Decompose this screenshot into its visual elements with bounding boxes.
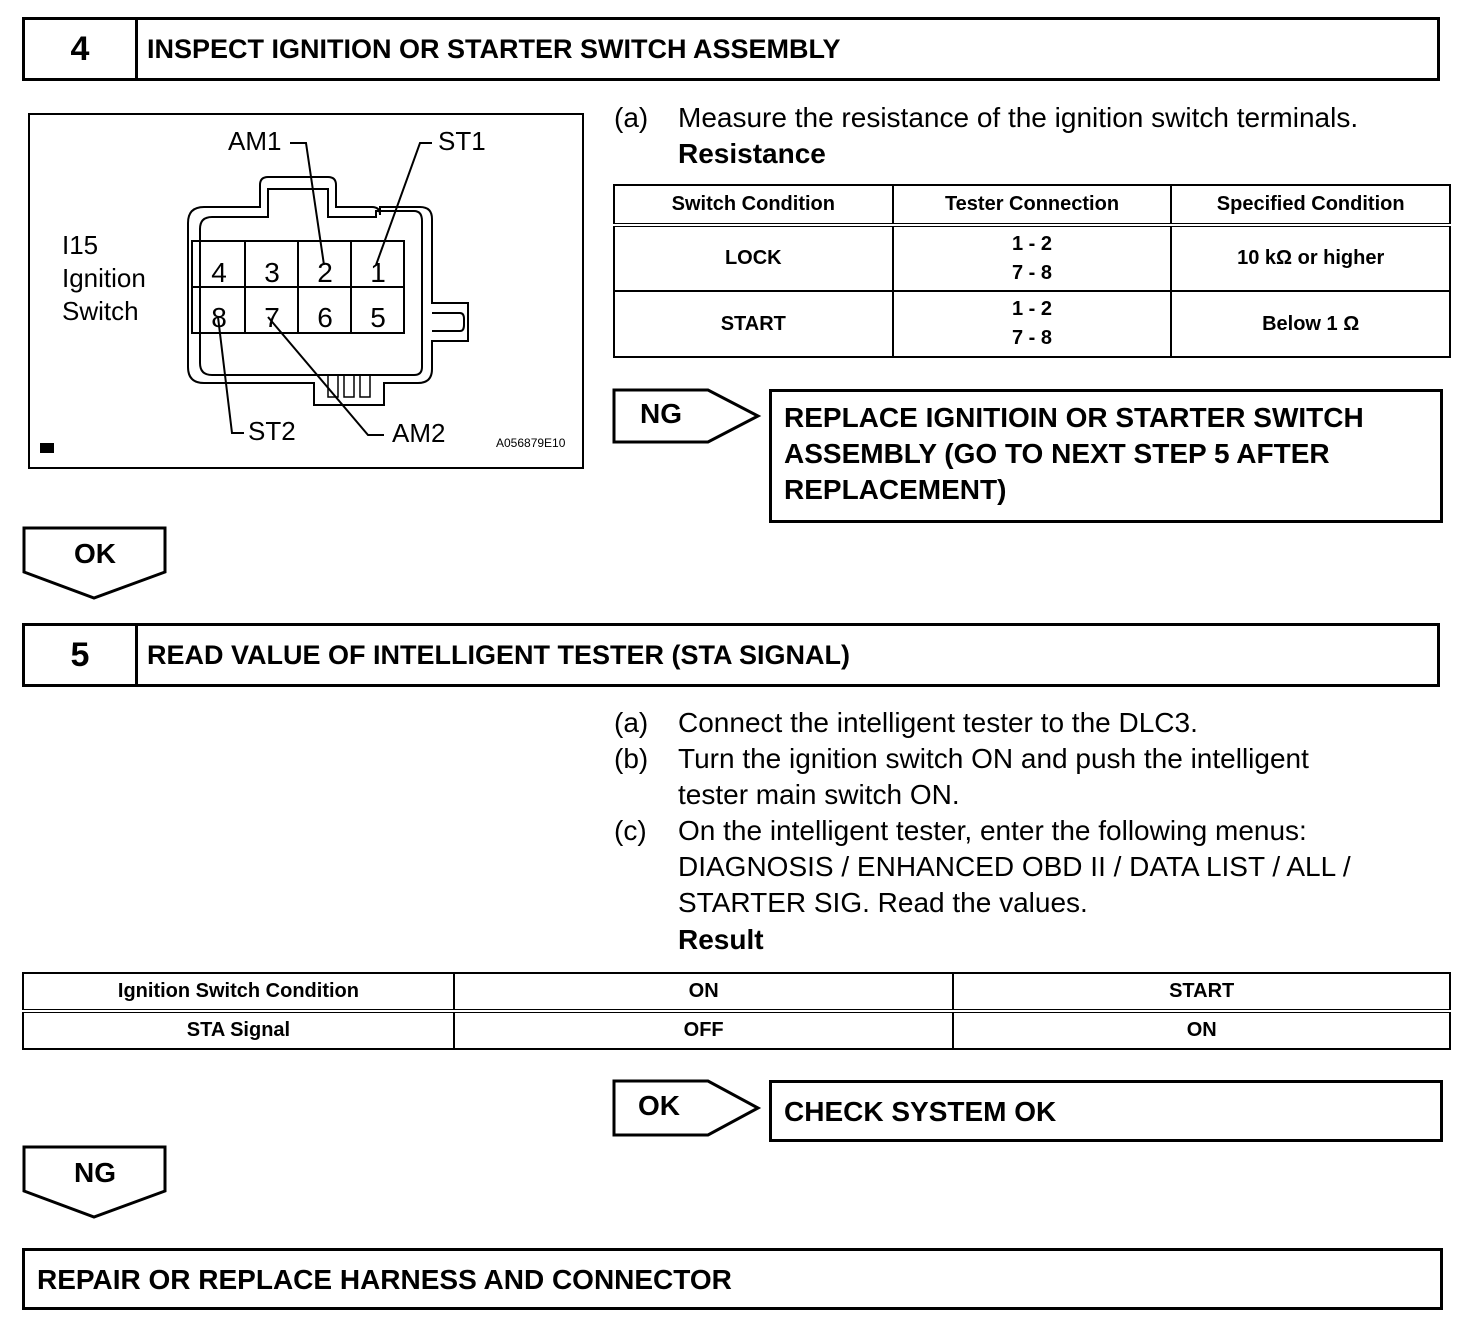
instruction-a-marker: (a) (614, 102, 649, 133)
label-am1: AM1 (228, 126, 282, 156)
row-connection (893, 225, 1172, 291)
row-spec: Below 1 Ω (1171, 291, 1450, 357)
connection-line: 1 - 2 (1011, 232, 1052, 255)
ok-label: OK (74, 538, 116, 569)
ng-result-line: REPLACE IGNITIOIN OR STARTER SWITCH (784, 402, 1364, 433)
step-4-header (22, 17, 1440, 81)
cell: ON (454, 973, 954, 1011)
connector-name-line1: Ignition (62, 263, 146, 293)
cell: ON (953, 1011, 1450, 1049)
instruction-marker: (c) (614, 815, 647, 846)
ok-arrow-icon (612, 1079, 762, 1137)
cell: OFF (454, 1011, 954, 1049)
instruction-line: Turn the ignition switch ON and push the intelligent (678, 743, 1309, 774)
terminal-3: 3 (264, 257, 280, 288)
cell: STA Signal (23, 1011, 454, 1049)
row-condition: LOCK (614, 225, 893, 291)
terminal-5: 5 (370, 302, 386, 333)
figure-code: A056879E10 (496, 436, 566, 450)
terminal-6: 6 (317, 302, 333, 333)
terminal-1: 1 (370, 257, 386, 288)
ng-result-line: ASSEMBLY (GO TO NEXT STEP 5 AFTER (784, 438, 1330, 469)
resistance-table (613, 184, 1451, 358)
row-spec: 10 kΩ or higher (1171, 225, 1450, 291)
instruction-line: DIAGNOSIS / ENHANCED OBD II / DATA LIST / ALL / (678, 851, 1351, 882)
terminal-2: 2 (317, 257, 333, 288)
ng-result-box (769, 389, 1443, 523)
logo-mark-icon (40, 443, 54, 453)
header-switch-condition: Switch Condition (614, 185, 893, 225)
ng-label: NG (74, 1157, 116, 1188)
ok-result-box (769, 1080, 1443, 1142)
row-connection (893, 291, 1172, 357)
table-row (614, 225, 1450, 291)
terminal-4: 4 (211, 257, 227, 288)
step-title: READ VALUE OF INTELLIGENT TESTER (STA SIGNAL) (147, 639, 850, 670)
instruction-line: On the intelligent tester, enter the following menus: (678, 815, 1307, 846)
table-row (23, 973, 1450, 1011)
label-st1: ST1 (438, 126, 486, 156)
connection-line: 1 - 2 (1011, 298, 1052, 320)
header-specified-condition: Specified Condition (1171, 185, 1450, 225)
cell: START (953, 973, 1450, 1011)
instruction-a-text: Measure the resistance of the ignition switch terminals. (678, 102, 1359, 133)
result-heading: Result (678, 924, 764, 955)
terminal-7: 7 (264, 302, 280, 333)
row-condition: START (614, 291, 893, 357)
connector-diagram (28, 113, 584, 469)
instruction-line: tester main switch ON. (678, 779, 960, 810)
connector-name-line2: Switch (62, 296, 139, 326)
table-header-row (614, 185, 1450, 225)
final-action-text: REPAIR OR REPLACE HARNESS AND CONNECTOR (37, 1264, 732, 1295)
ok-label: OK (638, 1090, 680, 1121)
table-row (23, 1011, 1450, 1049)
instruction-line: STARTER SIG. Read the values. (678, 887, 1088, 918)
step-title: INSPECT IGNITION OR STARTER SWITCH ASSEMBLY (147, 33, 841, 64)
cell: Ignition Switch Condition (23, 973, 454, 1011)
label-st2: ST2 (248, 416, 296, 446)
ng-label: NG (640, 398, 682, 429)
connection-line: 7 - 8 (1011, 327, 1052, 349)
resistance-heading: Resistance (678, 138, 826, 169)
ng-arrow-icon (612, 388, 762, 444)
table-row (614, 291, 1450, 357)
instruction-marker: (b) (614, 743, 649, 774)
connector-id: I15 (62, 230, 99, 260)
ok-result-text: CHECK SYSTEM OK (784, 1096, 1057, 1127)
instruction-line: Connect the intelligent tester to the DLC3. (678, 707, 1198, 738)
step-5-header (22, 623, 1440, 687)
header-tester-connection: Tester Connection (893, 185, 1172, 225)
step-number: 4 (25, 20, 138, 78)
step-number: 5 (25, 626, 138, 684)
final-action-box (22, 1248, 1443, 1310)
connection-line: 7 - 8 (1011, 261, 1052, 284)
terminal-8: 8 (211, 302, 227, 333)
instruction-marker: (a) (614, 707, 649, 738)
ng-result-line: REPLACEMENT) (784, 474, 1007, 505)
result-table (22, 972, 1451, 1050)
label-am2: AM2 (392, 418, 446, 448)
